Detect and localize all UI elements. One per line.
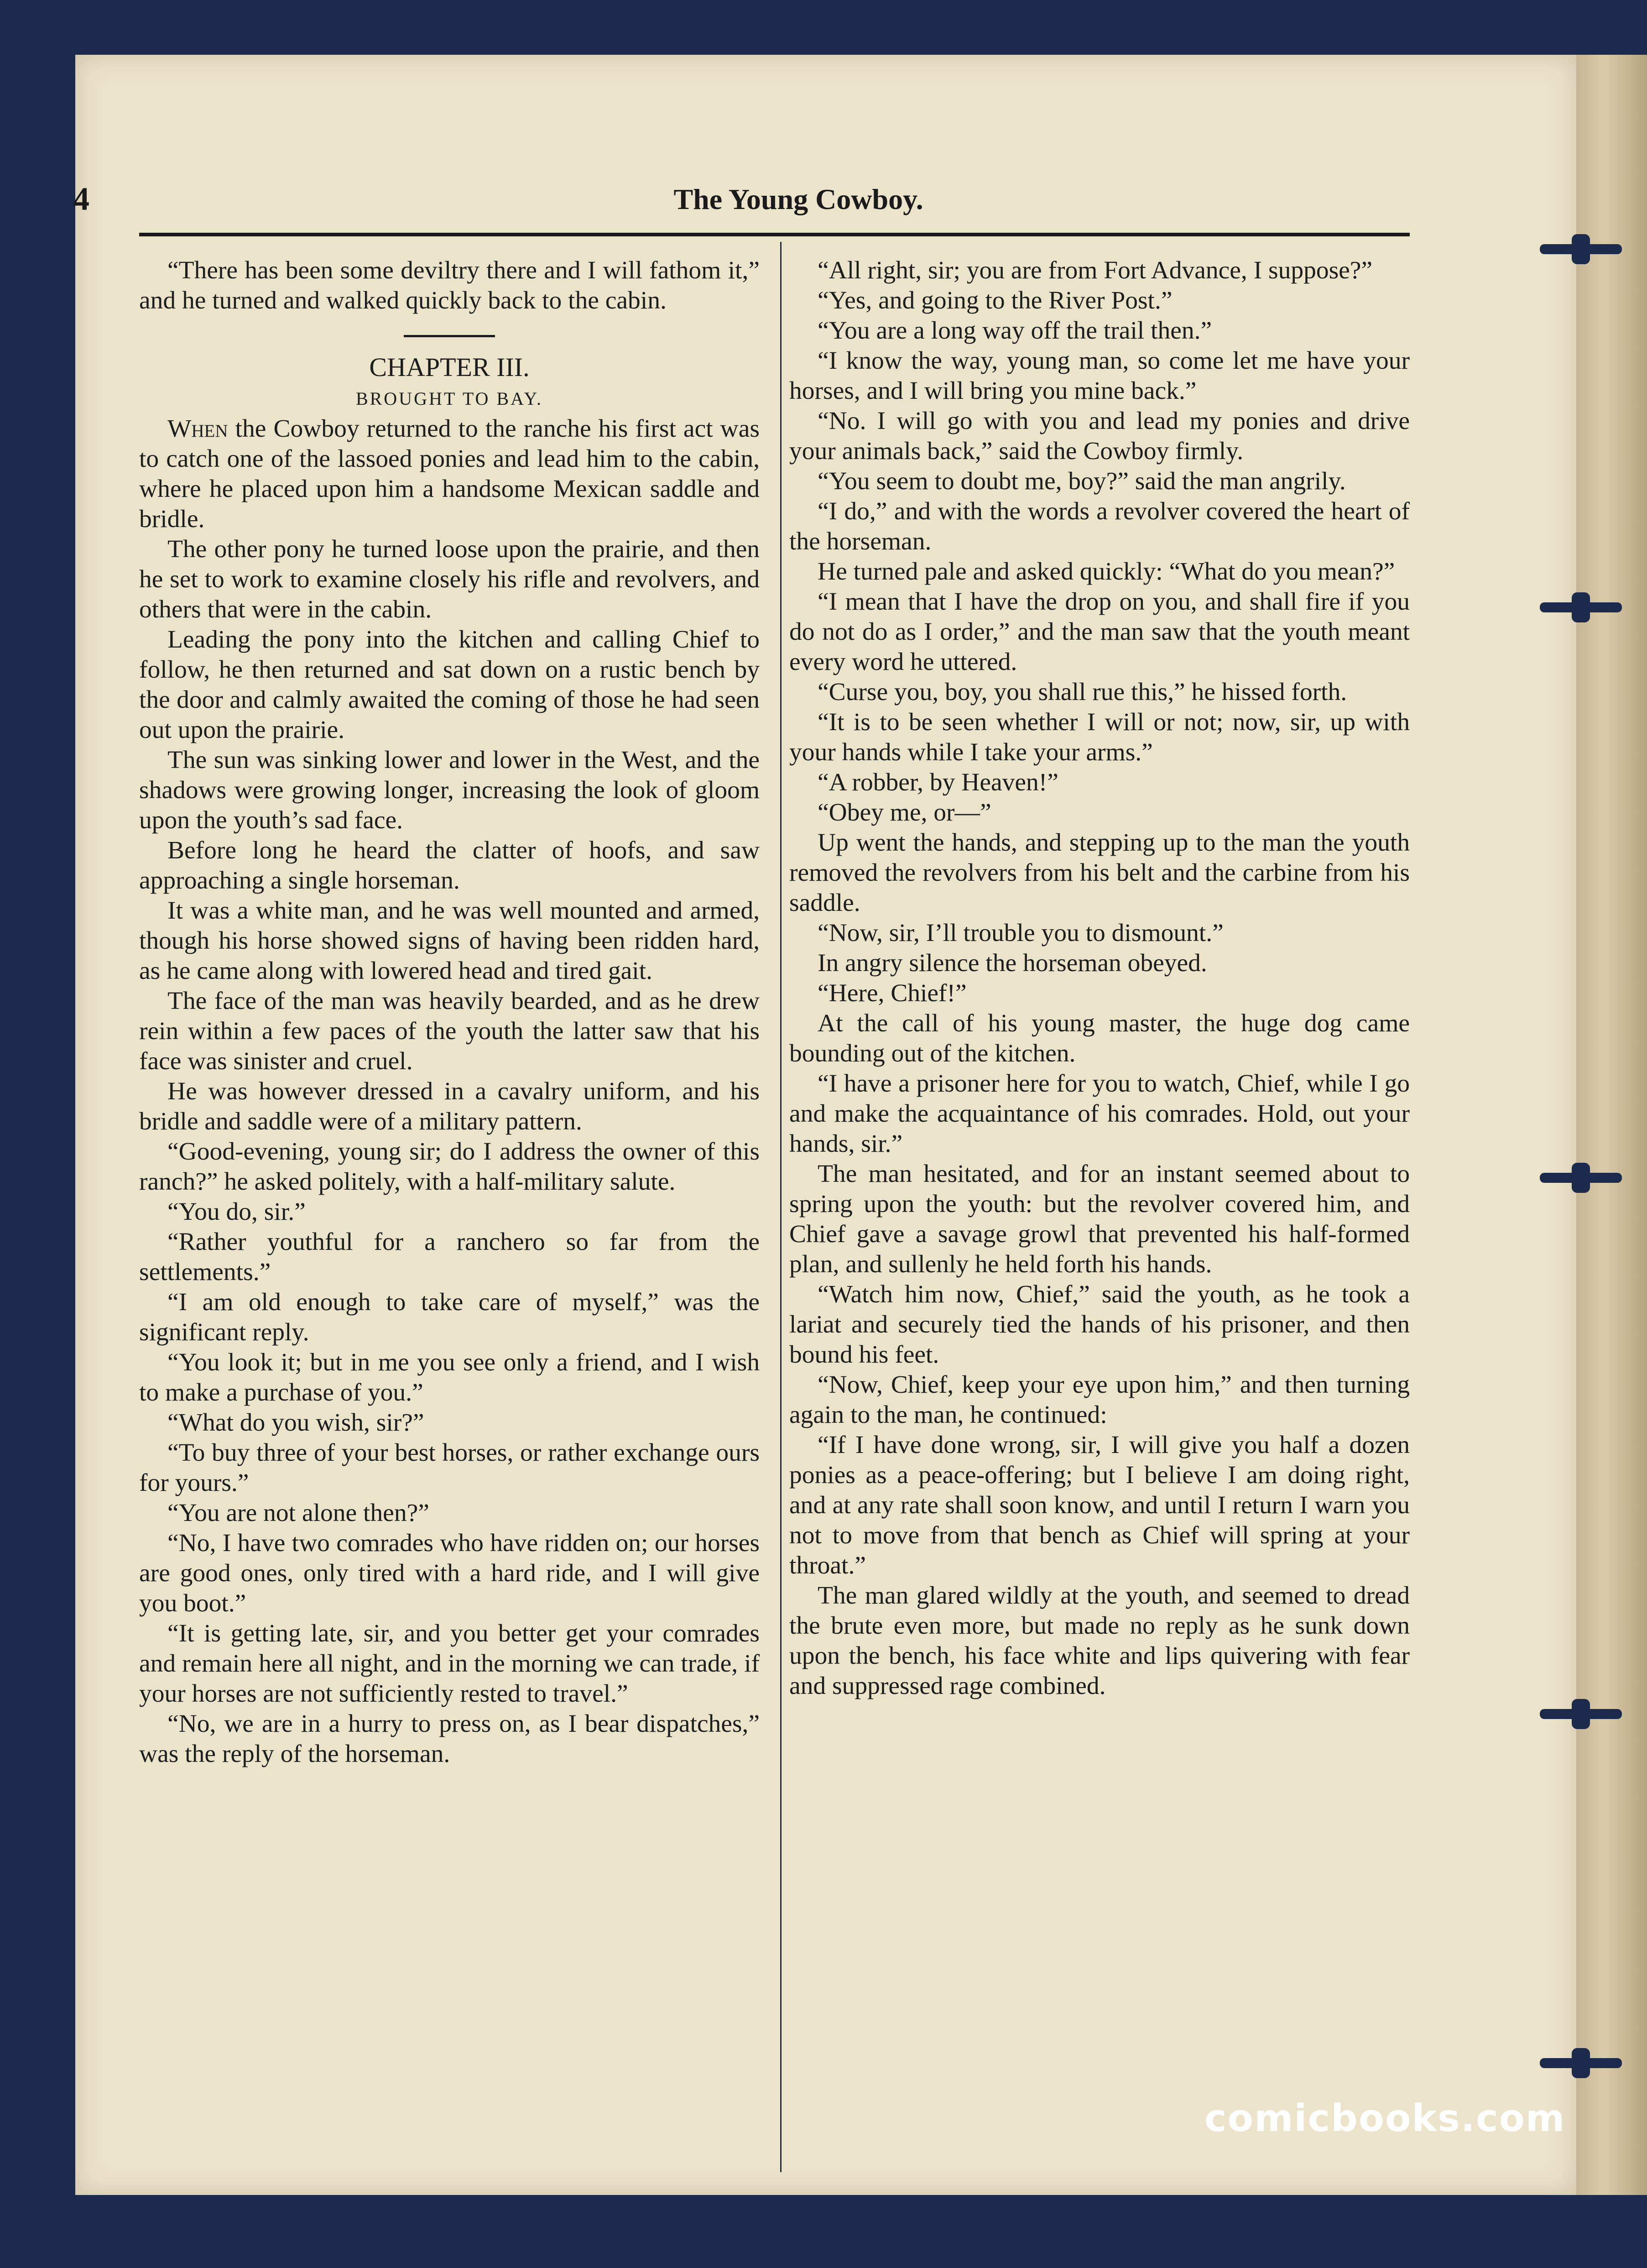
binding-stitch <box>1540 1173 1622 1183</box>
paragraph <box>139 414 760 534</box>
paragraph: “I know the way, young man, so come let me have your horses, and I will bring you mine back.” <box>789 347 1410 405</box>
paragraph: The man hesitated, and for an instant seemed about to spring upon the youth: but the revolver covered him, and Chief gave a savage growl that prevented his half-formed plan, and sullenly he held forth his hands. <box>789 1160 1410 1278</box>
paragraph: The sun was sinking lower and lower in the West, and the shadows were growing longer, increasing the look of gloom upon the youth’s sad face. <box>139 746 760 834</box>
paragraph: “I mean that I have the drop on you, and shall fire if you do not do as I order,” and the man saw that the youth meant every word he uttered. <box>789 588 1410 676</box>
chapter-subtitle: BROUGHT TO BAY. <box>355 388 543 409</box>
paragraph: At the call of his young master, the huge dog came bounding out of the kitchen. <box>789 1009 1410 1067</box>
binding-stitch <box>1540 2058 1622 2068</box>
paragraph: “Yes, and going to the River Post.” <box>818 287 1173 314</box>
paragraph: “All right, sir; you are from Fort Advance, I suppose?” <box>818 256 1373 284</box>
header-rule <box>139 233 1410 236</box>
paragraph: “No, we are in a hurry to press on, as I bear dispatches,” was the reply of the horseman. <box>139 1710 760 1768</box>
column-divider <box>780 242 782 2172</box>
paragraph: The other pony he turned loose upon the prairie, and then he set to work to examine closely his rifle and revolvers, and others that were in the cabin. <box>139 535 760 623</box>
page-edge-binding <box>1576 55 1647 2195</box>
paragraph: “Now, Chief, keep your eye upon him,” and then turning again to the man, he continued: <box>789 1371 1410 1429</box>
binding-stitch <box>1540 244 1622 254</box>
paragraph: “Obey me, or—” <box>818 799 991 826</box>
paragraph: “To buy three of your best horses, or rather exchange ours for yours.” <box>139 1439 760 1497</box>
paragraph: “No. I will go with you and lead my ponies and drive your animals back,” said the Cowboy firmly. <box>789 407 1410 465</box>
right-column <box>789 256 1410 1701</box>
paragraph: Before long he heard the clatter of hoofs, and saw approaching a single horseman. <box>139 836 760 894</box>
paragraph: “What do you wish, sir?” <box>167 1409 424 1437</box>
paragraph: “You are a long way off the trail then.” <box>818 317 1212 345</box>
paragraph: “There has been some deviltry there and I will fathom it,” and he turned and walked quickly back to the cabin. <box>139 256 760 314</box>
paragraph: “You look it; but in me you see only a friend, and I wish to make a purchase of you.” <box>139 1348 760 1406</box>
paragraph: “You seem to doubt me, boy?” said the man angrily. <box>818 467 1346 495</box>
paragraph-text: the Cowboy returned to the ranche his first act was to catch one of the lassoed ponies and lead him to the cabin, where he placed upon him a handsome Mexican saddle and bridle. <box>139 415 760 533</box>
paragraph: “No, I have two comrades who have ridden on; our horses are good ones, only tired with a hard ride, and I will give you boot.” <box>139 1529 760 1617</box>
paragraph: “A robber, by Heaven!” <box>818 768 1058 796</box>
paragraph: Leading the pony into the kitchen and calling Chief to follow, he then returned and sat down on a rustic bench by the door and calmly awaited the coming of those he had seen out upon the prairie. <box>139 626 760 744</box>
paragraph: “Curse you, boy, you shall rue this,” he hissed forth. <box>818 678 1347 706</box>
paragraph: “Watch him now, Chief,” said the youth, as he took a lariat and securely tied the hands of his prisoner, and then bound his feet. <box>789 1280 1410 1369</box>
site-watermark: comicbooks.com <box>1204 2097 1566 2140</box>
paragraph: “Here, Chief!” <box>818 979 967 1007</box>
chapter-title: CHAPTER III. <box>369 352 530 382</box>
left-column <box>139 256 760 1769</box>
paragraph: It was a white man, and he was well mounted and armed, though his horse showed signs of having been ridden hard, as he came along with lowered head and tired gait. <box>139 897 760 985</box>
paragraph: “Good-evening, young sir; do I address the owner of this ranch?” he asked politely, with a half-military salute. <box>139 1138 760 1196</box>
paragraph: “Rather youthful for a ranchero so far from the settlements.” <box>139 1228 760 1286</box>
paragraph: “You do, sir.” <box>167 1198 306 1226</box>
page-number: 4 <box>73 181 89 217</box>
paragraph: “You are not alone then?” <box>167 1499 429 1527</box>
paragraph: “Now, sir, I’ll trouble you to dismount.” <box>818 919 1224 947</box>
paragraph: Up went the hands, and stepping up to the man the youth removed the revolvers from his belt and the carbine from his saddle. <box>789 829 1410 917</box>
paragraph: He turned pale and asked quickly: “What do you mean?” <box>818 558 1395 585</box>
paragraph: In angry silence the horseman obeyed. <box>818 949 1207 977</box>
binding-stitch <box>1540 602 1622 612</box>
paragraph: The face of the man was heavily bearded, and as he drew rein within a few paces of the youth the latter saw that his face was sinister and cruel. <box>139 987 760 1075</box>
section-rule <box>404 335 495 337</box>
drop-word: When <box>167 415 228 443</box>
binding-stitch <box>1540 1709 1622 1719</box>
paragraph: “It is to be seen whether I will or not; now, sir, up with your hands while I take your arms.” <box>789 708 1410 766</box>
paragraph: He was however dressed in a cavalry uniform, and his bridle and saddle were of a military pattern. <box>139 1077 760 1135</box>
paragraph: “I have a prisoner here for you to watch, Chief, while I go and make the acquaintance of his comrades. Hold, out your hands, sir.” <box>789 1070 1410 1158</box>
paragraph: “If I have done wrong, sir, I will give you half a dozen ponies as a peace-offering; but I believe I am doing right, and at any rate shall soon know, and until I return I warn you not to move from that bench as Chief will spring at your throat.” <box>789 1431 1410 1579</box>
paragraph: The man glared wildly at the youth, and seemed to dread the brute even more, but made no reply as he sunk down upon the bench, his face white and lips quivering with fear and suppressed rage combined. <box>789 1582 1410 1700</box>
paragraph: “I do,” and with the words a revolver covered the heart of the horseman. <box>789 497 1410 555</box>
paragraph: “It is getting late, sir, and you better get your comrades and remain here all night, and in the morning we can trade, if your horses are not sufficiently rested to travel.” <box>139 1620 760 1708</box>
paragraph: “I am old enough to take care of myself,” was the significant reply. <box>139 1288 760 1346</box>
running-head: The Young Cowboy. <box>673 183 923 215</box>
